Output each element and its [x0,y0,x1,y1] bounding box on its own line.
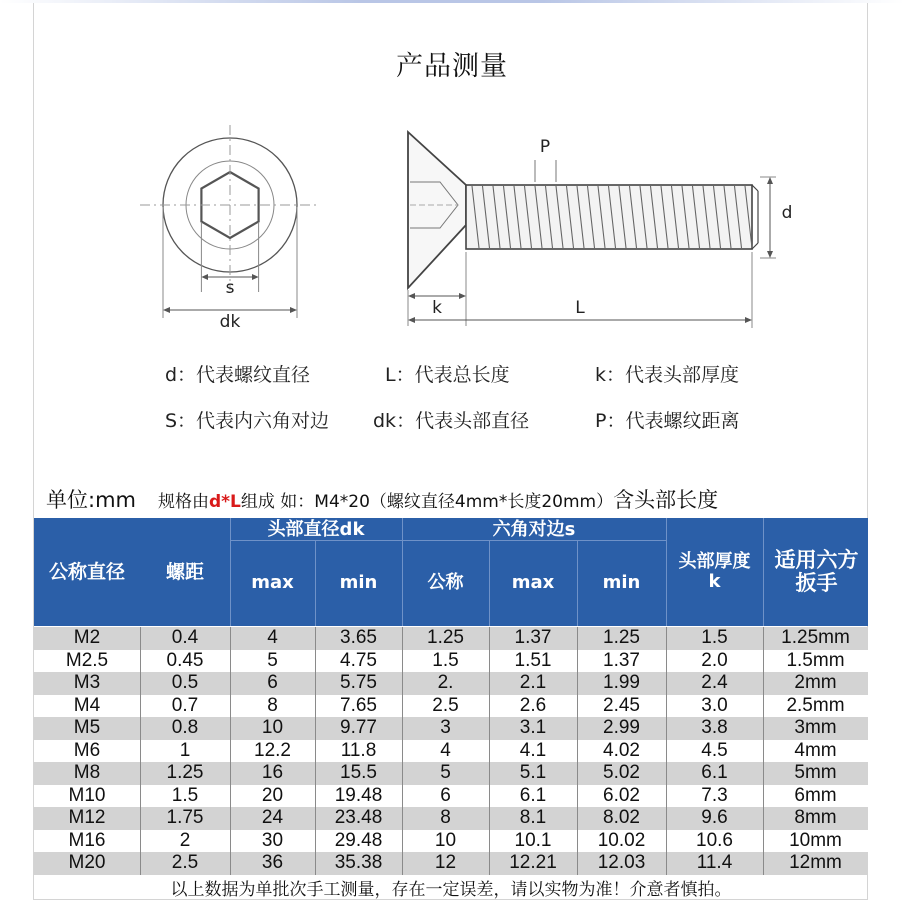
cell-head-thickness: 2.4 [701,672,728,693]
cell-dk-min: 15.5 [340,762,377,783]
cell-dk-max: 6 [267,672,278,693]
table-row [34,830,868,853]
cell-nominal: M20 [68,852,106,873]
cell-nominal: M16 [68,829,106,851]
header-s-nominal: 公称 [427,572,464,594]
cell-dk-max: 36 [261,852,284,873]
cell-s-nominal: 2. [437,672,454,693]
cell-s-nominal: 10 [434,829,457,851]
table-header [34,518,868,626]
cell-nominal: M3 [73,672,101,693]
cell-s-nominal: 4 [440,739,451,761]
cell-dk-min: 4.75 [340,649,377,671]
cell-dk-min: 5.75 [340,672,377,693]
cell-s-nominal: 1.5 [432,649,459,671]
cell-pitch: 1.75 [166,807,204,828]
table-row [34,627,868,650]
header-dk-min: min [339,572,378,594]
cell-head-thickness: 9.6 [701,807,728,828]
header-hex: 六角对边s [492,519,576,540]
cell-head-thickness: 2.0 [701,649,728,671]
cell-s-min: 1.99 [603,672,640,693]
screw-side-view [408,132,776,328]
cell-s-max: 2.1 [519,672,547,693]
cell-s-min: 8.02 [603,807,640,828]
cell-wrench: 5mm [794,762,837,783]
cell-pitch: 0.5 [171,672,199,693]
spec-tail: 含头部长度 [613,488,719,512]
cell-nominal: M5 [73,717,101,738]
legend-d: d：代表螺纹直径 [165,364,311,386]
cell-s-nominal: 6 [440,784,451,806]
cell-s-min: 1.37 [603,649,640,671]
cell-dk-max: 5 [267,649,278,671]
cell-s-min: 6.02 [603,784,640,806]
label-L: L [575,298,585,318]
cell-head-thickness: 3.0 [701,694,728,716]
cell-s-max: 1.37 [514,627,552,648]
header-dk-max: max [251,572,294,594]
legend-dk: dk：代表头部直径 [373,410,530,432]
table-row [34,740,868,763]
spec-prefix: 规格由 [158,492,209,512]
table-row [34,807,868,830]
cell-wrench: 1.25mm [781,627,850,648]
cell-head-thickness: 6.1 [701,762,728,783]
cell-s-max: 2.6 [519,694,547,716]
cell-wrench: 4mm [794,739,837,761]
label-p: P [539,137,551,157]
table-row [34,762,868,785]
table-row [34,695,868,718]
cell-dk-max: 4 [267,627,278,648]
table-row [34,672,868,695]
cell-s-min: 2.99 [603,717,640,738]
cell-s-nominal: 5 [440,762,451,783]
cell-nominal: M8 [73,762,101,783]
cell-s-min: 10.02 [597,829,646,851]
cell-dk-min: 23.48 [334,807,383,828]
legend-p: P：代表螺纹距离 [595,410,740,432]
cell-dk-max: 10 [261,717,284,738]
unit-line [46,484,718,514]
table-row [34,852,868,875]
cell-dk-min: 9.77 [340,717,377,738]
cell-pitch: 1 [179,739,191,761]
cell-dk-max: 16 [261,762,284,783]
cell-s-max: 4.1 [519,739,547,761]
header-s-max: max [511,572,555,594]
cell-s-max: 5.1 [519,762,547,783]
cell-nominal: M12 [68,807,106,828]
spec-suffix: 组成 如：M4*20（螺纹直径4mm*长度20mm） [240,492,614,512]
cell-pitch: 2 [179,829,191,851]
cell-dk-min: 19.48 [334,784,383,806]
cell-s-max: 6.1 [519,784,547,806]
cell-head-thickness: 11.4 [696,852,733,873]
cell-pitch: 2.5 [171,852,199,873]
cell-s-min: 4.02 [603,739,640,761]
cell-wrench: 3mm [794,717,837,738]
cell-wrench: 1.5mm [786,649,845,671]
cell-nominal: M4 [73,694,101,716]
unit-label: 单位:mm [46,488,136,512]
cell-s-min: 5.02 [603,762,640,783]
cell-s-max: 10.1 [514,829,552,851]
cell-dk-min: 29.48 [334,829,383,851]
cell-nominal: M6 [73,739,101,761]
cell-dk-max: 24 [261,807,284,828]
cell-head-thickness: 3.8 [701,717,728,738]
header-head-dia: 头部直径dk [267,519,365,540]
header-head-thickness: 头部厚度k [678,551,751,592]
cell-nominal: M2.5 [65,649,109,671]
cell-pitch: 1.5 [171,784,199,806]
cell-nominal: M10 [68,784,106,806]
header-wrench: 适用六方扳手 [774,547,859,595]
footnote: 以上数据为单批次手工测量，存在一定误差，请以实物为准！介意者慎拍。 [170,880,732,900]
cell-wrench: 8mm [794,807,837,828]
cell-dk-min: 7.65 [340,694,377,716]
table-body [34,627,868,875]
cell-dk-min: 11.8 [340,739,377,761]
header-s-min: min [602,572,641,594]
page-title: 产品测量 [396,51,508,82]
cell-s-max: 1.51 [514,649,552,671]
cell-pitch: 0.4 [171,627,199,648]
label-d: d [781,203,793,223]
cell-s-min: 1.25 [603,627,640,648]
cell-wrench: 6mm [794,784,837,806]
spec-highlight: d*L [209,492,241,512]
cell-dk-max: 8 [267,694,278,716]
label-dk: dk [219,312,241,332]
cell-dk-max: 12.2 [254,739,291,761]
label-s: s [225,278,235,298]
cell-s-nominal: 2.5 [432,694,459,716]
cell-s-nominal: 1.25 [427,627,464,648]
legend-k: k：代表头部厚度 [595,364,740,386]
cell-s-min: 2.45 [603,694,640,716]
table-row [34,650,868,673]
legend-L: L：代表总长度 [385,364,510,386]
cell-wrench: 2mm [794,672,837,693]
cell-dk-min: 3.65 [340,627,377,648]
cell-s-max: 3.1 [519,717,547,738]
header-nominal: 公称直径 [48,560,125,583]
cell-s-nominal: 8 [440,807,451,828]
label-k: k [432,298,442,318]
cell-pitch: 0.45 [166,649,204,671]
cell-head-thickness: 4.5 [701,739,728,761]
cell-pitch: 0.8 [171,717,199,738]
cell-wrench: 10mm [789,829,842,851]
cell-dk-max: 20 [261,784,284,806]
cell-wrench: 2.5mm [786,694,845,716]
cell-pitch: 1.25 [166,762,204,783]
cell-pitch: 0.7 [171,694,199,716]
cell-s-nominal: 12 [434,852,457,873]
cell-s-min: 12.03 [597,852,646,873]
cell-head-thickness: 10.6 [696,829,733,851]
cell-wrench: 12mm [789,852,842,873]
cell-s-max: 8.1 [519,807,547,828]
cell-nominal: M2 [73,627,101,648]
cell-dk-min: 35.38 [334,852,383,873]
cell-dk-max: 30 [261,829,284,851]
cell-s-max: 12.21 [509,852,557,873]
cell-s-nominal: 3 [440,717,451,738]
legend-s: S：代表内六角对边 [165,410,330,432]
cell-head-thickness: 7.3 [701,784,728,806]
header-pitch: 螺距 [165,560,204,583]
table-row [34,785,868,808]
cell-head-thickness: 1.5 [701,627,728,648]
table-row [34,717,868,740]
